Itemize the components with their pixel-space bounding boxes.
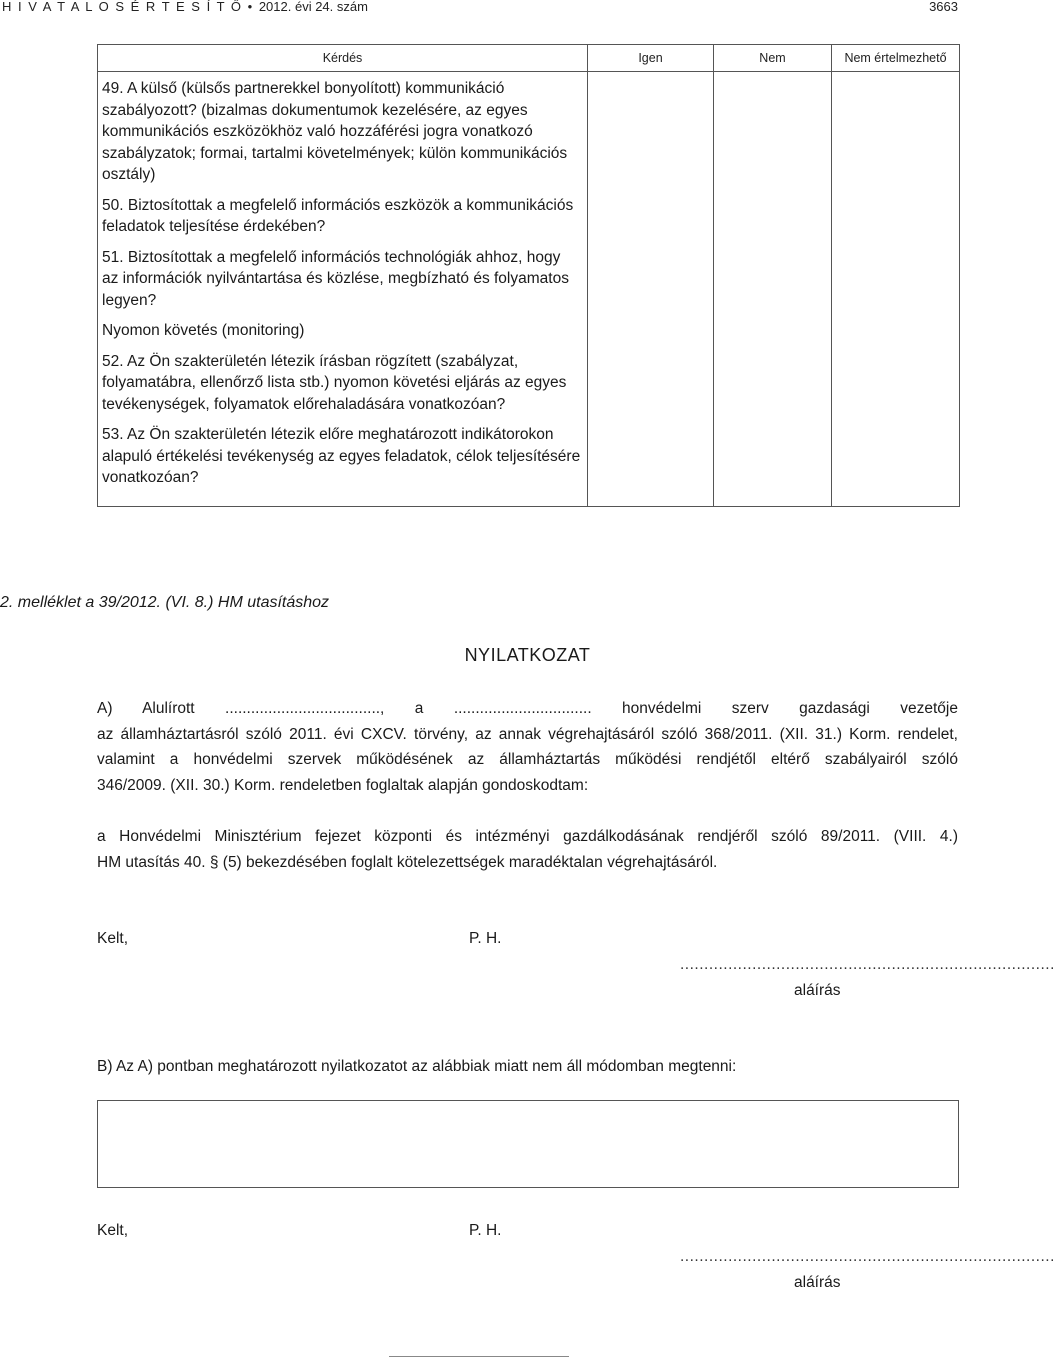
paragraph-line: 346/2009. (XII. 30.) Korm. rendeletben foglaltak alapján gondoskodtam: <box>97 776 589 794</box>
stamp-label-2: P. H. <box>469 1222 502 1239</box>
column-header-no: Nem <box>714 45 832 72</box>
paragraph-line: valamint a honvédelmi szervek működésének az államháztartás működési rendjétől eltérő szabályairól szóló <box>97 751 958 768</box>
paragraph-line: HM utasítás 40. § (5) bekezdésében foglalt kötelezettségek maradéktalan végrehajtásáról. <box>97 853 718 871</box>
annex-title: 2. melléklet a 39/2012. (VI. 8.) HM utasításhoz <box>0 594 330 611</box>
section-monitoring: Nyomon követés (monitoring) <box>102 322 305 339</box>
paragraph-line: az államháztartásról szóló 2011. évi CXCV. törvény, az annak végrehajtásáról szóló 368/2011. (XII. 31.) Korm. rendelet, <box>97 725 958 743</box>
stamp-label: P. H. <box>469 930 502 947</box>
question-53: 53. Az Ön szakterületén létezik előre meghatározott indikátorokon alapuló értékelési tevékenység az egyes feladatok, célok teljesítésére vonatkozóan? <box>102 426 581 486</box>
running-header <box>2 0 958 14</box>
signature-line-2[interactable]: .............................................................................. <box>680 1248 1055 1265</box>
declaration-paragraph-a <box>97 696 958 798</box>
signature-line[interactable]: .............................................................................. <box>680 956 1055 973</box>
table-header-row <box>98 45 960 72</box>
answer-cell-yes[interactable] <box>588 72 714 507</box>
column-header-question: Kérdés <box>98 45 588 72</box>
question-51: 51. Biztosítottak a megfelelő információs technológiák ahhoz, hogy az információk nyilvántartása és közlése, megbízható és folyamatos legyen? <box>102 248 569 309</box>
table-row <box>98 72 960 507</box>
header-bullet: • <box>247 0 254 14</box>
journal-header <box>2 0 368 14</box>
question-cell <box>98 72 588 507</box>
questionnaire-table <box>97 44 960 507</box>
journal-name: H I V A T A L O S É R T E S Í T Ő <box>2 0 243 14</box>
page-number: 3663 <box>929 0 958 14</box>
footer-rule <box>389 1356 569 1357</box>
kelt-label: Kelt, <box>97 930 129 947</box>
question-50: 50. Biztosítottak a megfelelő információs eszközök a kommunikációs feladatok teljesítése érdekében? <box>102 196 574 235</box>
answer-cell-no[interactable] <box>714 72 832 507</box>
signature-label: aláírás <box>794 982 841 999</box>
reason-box[interactable] <box>97 1100 959 1188</box>
column-header-not-applicable: Nem értelmezhető <box>832 45 960 72</box>
declaration-paragraph-a2 <box>97 824 958 875</box>
signature-label-2: aláírás <box>794 1274 841 1291</box>
paragraph-line: a Honvédelmi Minisztérium fejezet központi és intézményi gazdálkodásának rendjéről szóló 89/2011. (VIII. 4.) <box>97 828 958 845</box>
answer-cell-not-applicable[interactable] <box>832 72 960 507</box>
kelt-label-2: Kelt, <box>97 1222 129 1239</box>
question-49: 49. A külső (külsős partnerekkel bonyolított) kommunikáció szabályozott? (bizalmas dokumentumok kezelésére, az egyes kommunikációs eszközökhöz való hozzáférési jogra vonatkozó szabályzatok; formai, tartalmi követelmények; külön kommunikációs osztály) <box>102 80 568 183</box>
column-header-yes: Igen <box>588 45 714 72</box>
question-52: 52. Az Ön szakterületén létezik írásban rögzített (szabályzat, folyamatábra, ellenőrző lista stb.) nyomon követési eljárás az egyes tevékenységek, folyamatok előrehaladására vonatkozóan? <box>102 352 567 413</box>
paragraph-b: B) Az A) pontban meghatározott nyilatkozatot az alábbiak miatt nem áll módomban megtenni: <box>97 1058 737 1075</box>
paragraph-line: A) Alulírott ...................................., a ................................ honvédelmi szerv gazdasági vezetője <box>97 700 958 717</box>
issue-number: 2012. évi 24. szám <box>258 0 368 14</box>
document-title: NYILATKOZAT <box>464 645 591 665</box>
